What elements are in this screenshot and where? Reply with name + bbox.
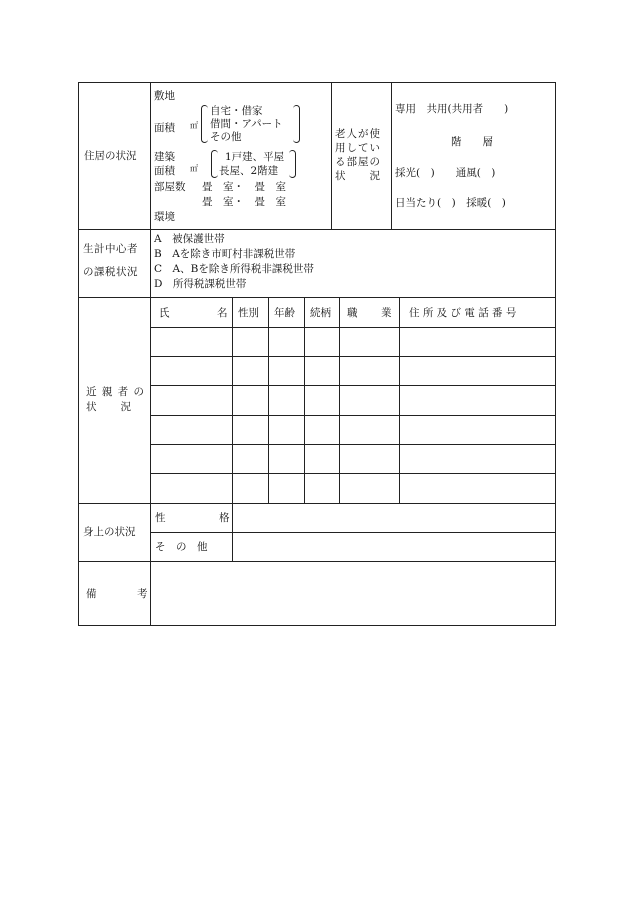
- housing-label: 住居の状況: [84, 150, 137, 162]
- relatives-col-line: [232, 297, 233, 503]
- remarks-label: 考: [137, 588, 148, 600]
- elder-room-label: 状 況: [335, 170, 381, 182]
- building-option: 1戸建、平屋: [225, 151, 285, 163]
- room-usage: 専用 共用(共用者 ): [395, 103, 509, 115]
- relatives-col-line: [399, 297, 400, 503]
- relatives-label: 近 親 者 の: [86, 386, 146, 398]
- building-area-label: 面積: [154, 165, 175, 177]
- tax-option: A 被保護世帯: [154, 233, 225, 245]
- building-option: 長屋、2階建: [219, 165, 279, 177]
- relatives-col-line: [304, 297, 305, 503]
- elder-room-label: 老人が使: [335, 128, 381, 140]
- room-sun-heat: 日当たり( ) 採暖( ): [395, 197, 506, 209]
- character-label: 性: [155, 512, 166, 524]
- tax-label: 生計中心者: [83, 243, 138, 255]
- housing-divider: [331, 83, 332, 229]
- header-sex: 性別: [238, 307, 259, 319]
- personal-row-line: [150, 532, 555, 533]
- relatives-col-line: [268, 297, 269, 503]
- site-option: その他: [210, 131, 242, 143]
- elder-room-label: る部屋の: [335, 156, 381, 168]
- room-floor: 階 層: [451, 136, 493, 148]
- site-bracket-right: [293, 105, 300, 143]
- tax-option: C A、Bを除き所得税非課税世帯: [154, 263, 314, 275]
- elder-room-label: 用してい: [335, 142, 381, 154]
- relatives-row-line: [150, 473, 555, 474]
- housing-divider: [391, 83, 392, 229]
- personal-label: 身上の状況: [83, 526, 136, 538]
- building-bracket-left: [211, 150, 218, 178]
- character-label: 格: [219, 512, 230, 524]
- header-job: 職: [347, 307, 358, 319]
- relatives-row-line: [150, 444, 555, 445]
- relatives-row-line: [150, 327, 555, 328]
- header-name: 名: [217, 307, 228, 319]
- room-light-air: 採光( ) 通風( ): [395, 167, 496, 179]
- header-relation: 続柄: [310, 307, 331, 319]
- building-label: 建築: [154, 151, 175, 163]
- site-bracket-left: [201, 105, 208, 143]
- relatives-label: 状 況: [86, 401, 132, 413]
- building-area-unit: ㎡: [190, 164, 198, 173]
- label-column-divider: [150, 83, 151, 625]
- remarks-label: 備: [86, 588, 97, 600]
- relatives-col-line: [339, 297, 340, 503]
- relatives-row-line: [150, 385, 555, 386]
- relatives-row-line: [150, 356, 555, 357]
- building-bracket-right: [289, 150, 296, 178]
- header-address: 住 所 及 び 電 話 番 号: [409, 307, 517, 319]
- application-form: [78, 82, 556, 626]
- site-label: 敷地: [154, 90, 175, 102]
- header-job: 業: [381, 307, 392, 319]
- tax-option: D 所得税課税世帯: [154, 278, 247, 290]
- rooms-line: 畳 室・ 畳 室: [202, 181, 286, 193]
- rooms-label: 部屋数: [154, 181, 186, 193]
- environment-label: 環境: [154, 211, 175, 223]
- header-name: 氏: [159, 307, 170, 319]
- site-area-unit: ㎡: [190, 121, 198, 130]
- rooms-line: 畳 室・ 畳 室: [202, 196, 286, 208]
- site-area-label: 面積: [154, 122, 175, 134]
- relatives-row-line: [150, 415, 555, 416]
- personal-col-line: [232, 503, 233, 561]
- site-option: 自宅・借家: [210, 105, 263, 117]
- site-option: 借間・アパート: [210, 118, 283, 130]
- header-age: 年齢: [274, 307, 295, 319]
- other-label: そ の 他: [155, 541, 208, 553]
- tax-label: の課税状況: [83, 266, 138, 278]
- tax-option: B Aを除き市町村非課税世帯: [154, 248, 296, 260]
